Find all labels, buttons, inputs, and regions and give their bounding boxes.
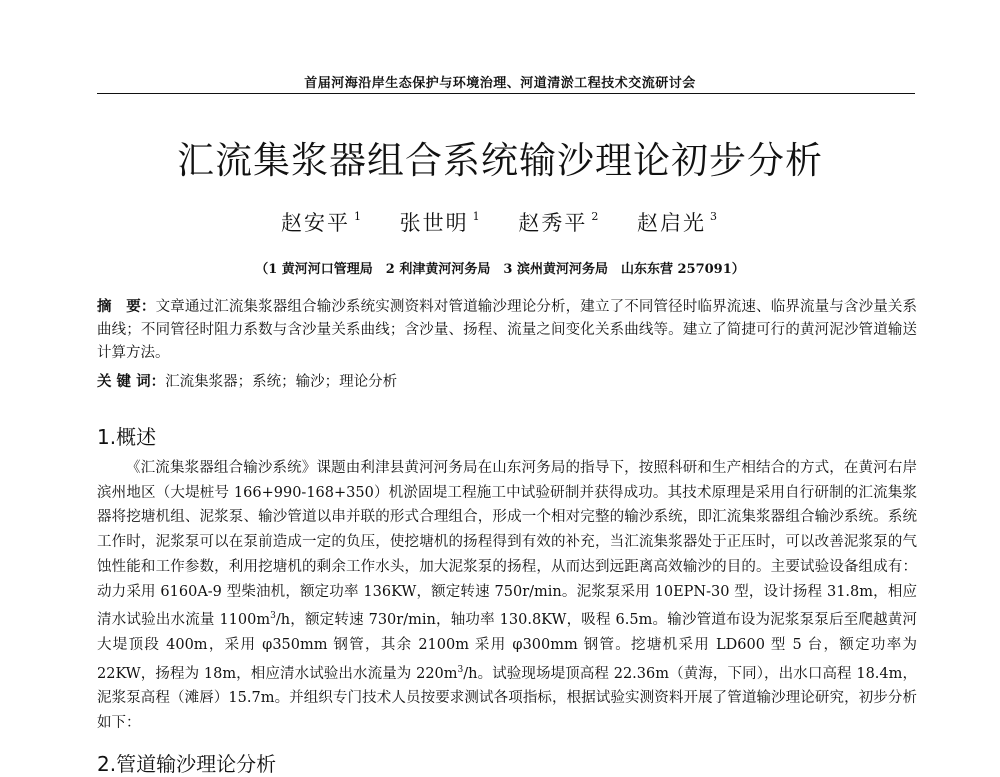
- abstract-label: 摘 要：: [97, 299, 156, 315]
- section-2-heading: 2.管道输沙理论分析: [97, 752, 277, 776]
- keywords: [97, 371, 917, 394]
- superscript-cubic: 3: [270, 611, 276, 622]
- author-3: 赵秀平 $^2$: [518, 210, 601, 235]
- author-4: 赵启光 $^3$: [637, 210, 720, 235]
- keywords-text: 汇流集浆器；系统；输沙；理论分析: [165, 374, 398, 390]
- author-list: [0, 207, 1000, 237]
- author-2: 张世明 $^1$: [399, 210, 482, 235]
- affiliation-line: （1 黄河河口管理局 2 利津黄河河务局 3 滨州黄河河务局 山东东营 257091）: [255, 262, 745, 277]
- header-divider: [97, 93, 915, 94]
- keywords-label: 关 键 词：: [97, 374, 166, 390]
- section-1-paragraph: 《汇流集浆器组合输沙系统》课题由利津县黄河河务局在山东河务局的指导下，按照科研和生产相结合的方式，在黄河右岸滨州地区（大堤桩号 166+990-168+350）机淤固堤工程施工中试验研制并获得成功。其技术原理是采用自行研制的汇流集浆器将挖塘机组、泥浆泵、输沙管道以串并联的形式合理组合，形成一个相对完整的输沙系统，即汇流集浆器组合输沙系统。系统工作时，泥浆泵可以在泵前造成一定的负压，使挖塘机的扬程得到有效的补充，当汇流集浆器处于正压时，可以改善泥浆泵的气蚀性能和工作参数，利用挖塘机的剩余工作水头，加大泥浆泵的扬程，从而达到远距离高效输沙的目的。主要试验设备组成有：动力采用 6160A-9 型柴油机，额定功率 136KW，额定转速 750r/min。泥浆泵采用 10EPN-30 型，设计扬程 31.8m，相应清水试验出水流量 $1100m^3/h$，额定转速 730r/min，轴功率 130.8KW，吸程 6.5m。输沙管道布设为泥浆泵泵后至爬越黄河大堤顶段 400m，采用 φ350mm 钢管，其余 2100m 采用 φ300mm 钢管。挖塘机采用 LD600 型 5 台，额定功率为 22KW，扬程为 18m，相应清水试验出水流量为 $220m^3/h$。试验现场堤顶高程 22.36m（黄海，下同），出水口高程 18.4m，泥浆泵高程（滩唇）15.7m。并组织专门技术人员按要求测试各项指标，根据试验实测资料开展了管道输沙理论研究，初步分析如下：: [97, 460, 917, 732]
- abstract-text: 文章通过汇流集浆器组合输沙系统实测资料对管道输沙理论分析，建立了不同管径时临界流速、临界流量与含沙量关系曲线；不同管径时阻力系数与含沙量关系曲线；含沙量、扬程、流量之间变化关系曲线等。建立了简捷可行的黄河泥沙管道输送计算方法。: [97, 299, 918, 361]
- superscript-cubic: 3: [457, 664, 464, 675]
- conference-header: 首届河海沿岸生态保护与环境治理、河道清淤工程技术交流研讨会: [304, 76, 696, 91]
- author-1: 赵安平 $^1$: [280, 210, 363, 235]
- section-1-heading: 1.概述: [97, 425, 157, 449]
- abstract: [97, 296, 917, 365]
- paper-title: 汇流集浆器组合系统输沙理论初步分析: [177, 139, 823, 182]
